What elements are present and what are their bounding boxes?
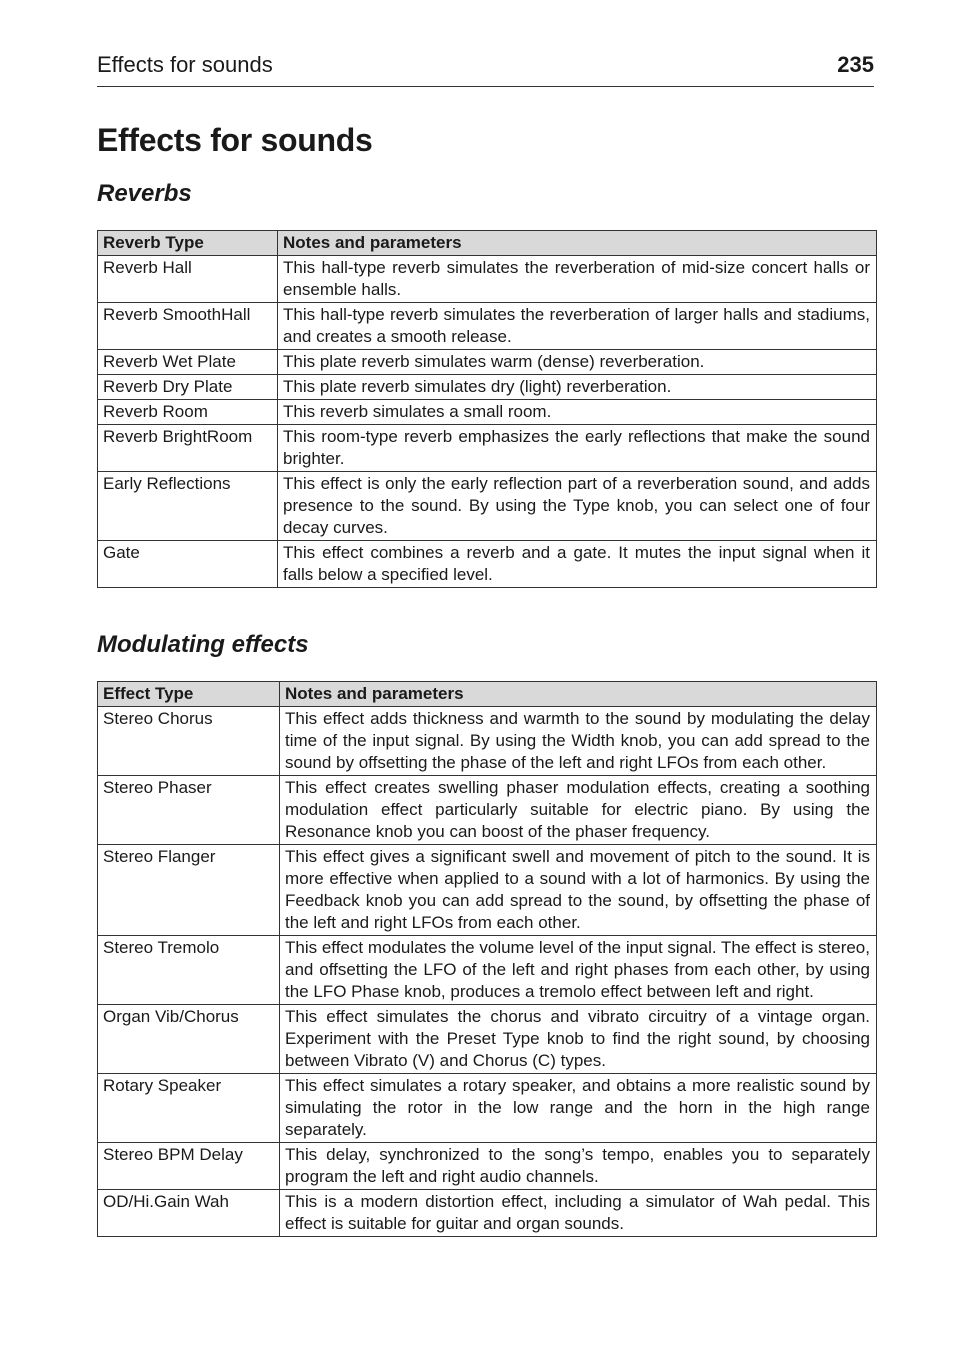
- running-header: [97, 52, 874, 87]
- effect-type: Reverb Hall: [98, 256, 278, 303]
- effect-type: Reverb SmoothHall: [98, 303, 278, 350]
- table-row: [98, 472, 877, 541]
- effect-type: Reverb Dry Plate: [98, 375, 278, 400]
- effect-type: Reverb BrightRoom: [98, 425, 278, 472]
- column-header-type: Reverb Type: [98, 231, 278, 256]
- table-row: [98, 350, 877, 375]
- table-row: [98, 1143, 877, 1190]
- effect-type: Stereo Tremolo: [98, 936, 280, 1005]
- effect-notes: This effect modulates the volume level of the input signal. The effect is stereo, and offsetting the LFO of the left and right phases from each other, by using the LFO Phase knob, produces a tremolo effect between left and right.: [280, 936, 877, 1005]
- table-header-row: [98, 231, 877, 256]
- effect-notes: This is a modern distortion effect, including a simulator of Wah pedal. This effect is suitable for guitar and organ sounds.: [280, 1190, 877, 1237]
- table-row: [98, 400, 877, 425]
- column-header-notes: Notes and parameters: [278, 231, 877, 256]
- effect-notes: This plate reverb simulates warm (dense) reverberation.: [278, 350, 877, 375]
- table-row: [98, 1005, 877, 1074]
- column-header-type: Effect Type: [98, 682, 280, 707]
- effect-type: Reverb Room: [98, 400, 278, 425]
- effect-type: Stereo BPM Delay: [98, 1143, 280, 1190]
- table-row: [98, 375, 877, 400]
- modulating-effects-heading: Modulating effects: [97, 631, 309, 658]
- column-header-notes: Notes and parameters: [280, 682, 877, 707]
- table-row: [98, 303, 877, 350]
- effect-notes: This hall-type reverb simulates the reverberation of mid-size concert halls or ensemble halls.: [278, 256, 877, 303]
- effect-type: OD/Hi.Gain Wah: [98, 1190, 280, 1237]
- effect-notes: This reverb simulates a small room.: [278, 400, 877, 425]
- table-row: [98, 707, 877, 776]
- table-row: [98, 256, 877, 303]
- effect-type: Organ Vib/Chorus: [98, 1005, 280, 1074]
- table-row: [98, 776, 877, 845]
- running-header-section: Effects for sounds: [97, 52, 273, 77]
- effect-type: Stereo Chorus: [98, 707, 280, 776]
- effect-notes: This hall-type reverb simulates the reverberation of larger halls and stadiums, and creates a smooth release.: [278, 303, 877, 350]
- effect-notes: This plate reverb simulates dry (light) reverberation.: [278, 375, 877, 400]
- reverbs-table: [97, 230, 877, 588]
- effect-notes: This delay, synchronized to the song’s tempo, enables you to separately program the left and right audio channels.: [280, 1143, 877, 1190]
- table-row: [98, 541, 877, 588]
- effect-notes: This effect gives a significant swell and movement of pitch to the sound. It is more effective when applied to a sound with a lot of harmonics. By using the Feedback knob you can add spread to the sound, by offsetting the phase of the left and right LFOs from each other.: [280, 845, 877, 936]
- table-row: [98, 845, 877, 936]
- page-number: 235: [837, 52, 874, 77]
- table-row: [98, 1190, 877, 1237]
- reverbs-heading: Reverbs: [97, 180, 192, 207]
- effect-type: Early Reflections: [98, 472, 278, 541]
- effect-type: Rotary Speaker: [98, 1074, 280, 1143]
- effect-type: Stereo Flanger: [98, 845, 280, 936]
- effect-notes: This effect simulates the chorus and vibrato circuitry of a vintage organ. Experiment with the Preset Type knob to find the right sound, by choosing between Vibrato (V) and Chorus (C) types.: [280, 1005, 877, 1074]
- effect-type: Stereo Phaser: [98, 776, 280, 845]
- table-row: [98, 1074, 877, 1143]
- page-title: Effects for sounds: [97, 122, 373, 158]
- effect-notes: This room-type reverb emphasizes the early reflections that make the sound brighter.: [278, 425, 877, 472]
- table-header-row: [98, 682, 877, 707]
- table-row: [98, 936, 877, 1005]
- table-row: [98, 425, 877, 472]
- effect-type: Gate: [98, 541, 278, 588]
- effect-notes: This effect simulates a rotary speaker, and obtains a more realistic sound by simulating the rotor in the low range and the horn in the high range separately.: [280, 1074, 877, 1143]
- effect-notes: This effect combines a reverb and a gate. It mutes the input signal when it falls below a specified level.: [278, 541, 877, 588]
- modulating-effects-table: [97, 681, 877, 1237]
- effect-notes: This effect creates swelling phaser modulation effects, creating a soothing modulation effect particularly suitable for electric piano. By using the Resonance knob you can boost of the phaser frequency.: [280, 776, 877, 845]
- effect-notes: This effect adds thickness and warmth to the sound by modulating the delay time of the input signal. By using the Width knob, you can add spread to the sound by offsetting the phase of the left and right LFOs from each other.: [280, 707, 877, 776]
- effect-type: Reverb Wet Plate: [98, 350, 278, 375]
- effect-notes: This effect is only the early reflection part of a reverberation sound, and adds presence to the sound. By using the Type knob, you can select one of four decay curves.: [278, 472, 877, 541]
